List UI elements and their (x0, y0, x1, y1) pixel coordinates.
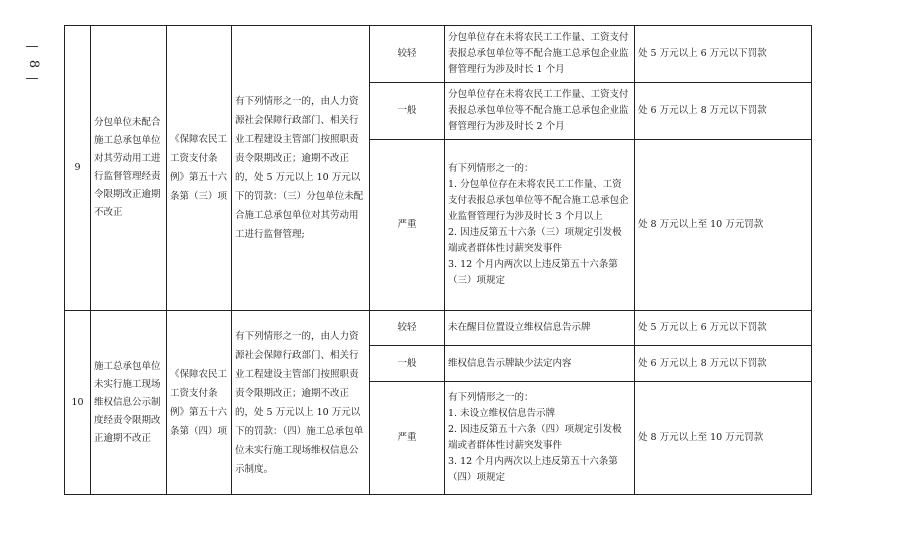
severity-level: 严重 (370, 140, 445, 311)
severity-condition: 分包单位存在未将农民工工作量、工资支付表报总承包单位等不配合施工总承包企业监督管理行为涉及时长 1 个月 (445, 26, 635, 83)
severity-condition: 有下列情形之一的： 1. 未设立维权信息告示牌 2. 因违反第五十六条（四）项规定引发极端或者群体性讨薪突发事件 3. 12 个月内两次以上违反第五十六条第（四）项规定 (445, 382, 635, 495)
legal-provision: 有下列情形之一的，由人力资源社会保障行政部门、相关行业工程建设主管部门按照职责责令限期改正；逾期不改正的，处 5 万元以上 10 万元以下的罚款：（三）分包单位未配合施工总承包单位对其劳动用工进行监督管理; (232, 26, 370, 311)
row-index: 9 (65, 26, 91, 311)
penalty-amount: 处 5 万元以上 6 万元以下罚款 (635, 26, 812, 83)
penalty-amount: 处 6 万元以上 8 万元以下罚款 (635, 83, 812, 140)
table-row (65, 311, 812, 346)
penalty-amount: 处 8 万元以上至 10 万元罚款 (635, 382, 812, 495)
penalty-amount: 处 5 万元以上 6 万元以下罚款 (635, 311, 812, 346)
violation-item: 施工总承包单位未实行施工现场维权信息公示制度经责令限期改正逾期不改正 (91, 311, 167, 495)
penalty-amount: 处 8 万元以上至 10 万元罚款 (635, 140, 812, 311)
page-number: — 8 — (25, 39, 41, 86)
severity-condition: 维权信息告示牌缺少法定内容 (445, 346, 635, 382)
severity-level: 一般 (370, 83, 445, 140)
severity-level: 较轻 (370, 311, 445, 346)
legal-basis: 《保障农民工工资支付条例》第五十六条第（四）项 (167, 311, 232, 495)
page-number-value: 8 (26, 59, 41, 69)
severity-level: 严重 (370, 382, 445, 495)
row-index: 10 (65, 311, 91, 495)
severity-condition: 未在醒目位置设立维权信息告示牌 (445, 311, 635, 346)
violation-item: 分包单位未配合施工总承包单位对其劳动用工进行监督管理经责令限期改正逾期不改正 (91, 26, 167, 311)
penalty-amount: 处 6 万元以上 8 万元以下罚款 (635, 346, 812, 382)
legal-basis: 《保障农民工工资支付条例》第五十六条第（三）项 (167, 26, 232, 311)
severity-condition: 分包单位存在未将农民工工作量、工资支付表报总承包单位等不配合施工总承包企业监督管理行为涉及时长 2 个月 (445, 83, 635, 140)
table-row (65, 26, 812, 83)
penalty-standard-table (64, 25, 812, 495)
severity-level: 一般 (370, 346, 445, 382)
legal-provision: 有下列情形之一的，由人力资源社会保障行政部门、相关行业工程建设主管部门按照职责责令限期改正；逾期不改正的，处 5 万元以上 10 万元以下的罚款：（四）施工总承包单位未实行施工现场维权信息公示制度。 (232, 311, 370, 495)
severity-condition: 有下列情形之一的： 1. 分包单位存在未将农民工工作量、工资支付表报总承包单位等不配合施工总承包企业监督管理行为涉及时长 3 个月以上 2. 因违反第五十六条（三）项规定引发极端或者群体性讨薪突发事件 3. 12 个月内两次以上违反第五十六条第（三）项规定 (445, 140, 635, 311)
severity-level: 较轻 (370, 26, 445, 83)
